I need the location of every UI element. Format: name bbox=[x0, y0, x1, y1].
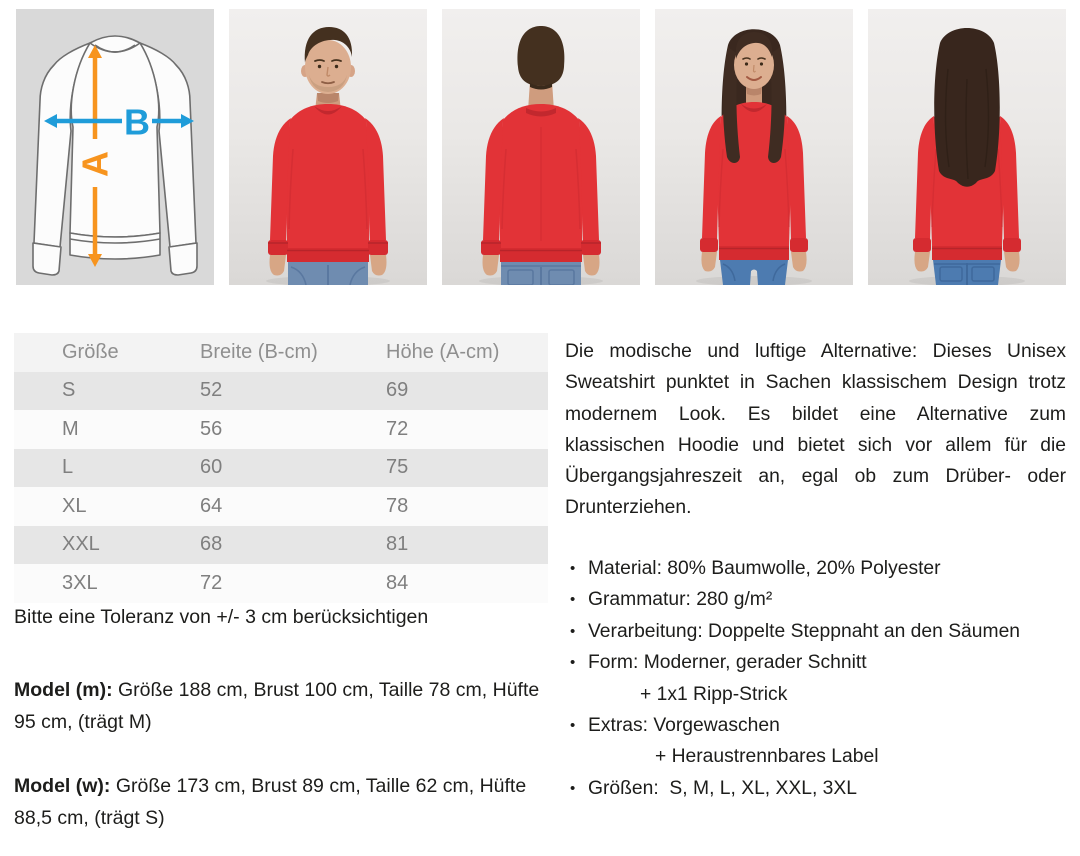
cell-size: S bbox=[14, 372, 152, 411]
spec-groessen: • Größen: S, M, L, XL, XXL, 3XL bbox=[565, 773, 1077, 804]
size-table-header-height: Höhe (A-cm) bbox=[338, 333, 548, 372]
cell-height: 84 bbox=[338, 564, 548, 603]
cell-height: 81 bbox=[338, 526, 548, 565]
spec-material: • Material: 80% Baumwolle, 20% Polyester bbox=[565, 553, 1077, 584]
cell-size: XXL bbox=[14, 526, 152, 565]
spec-extras-cont: + Heraustrennbares Label bbox=[655, 746, 879, 768]
spec-extras: • Extras: Vorgewaschen bbox=[565, 710, 1077, 741]
cell-height: 69 bbox=[338, 372, 548, 411]
cell-width: 56 bbox=[152, 410, 338, 449]
cell-width: 72 bbox=[152, 564, 338, 603]
spec-form: • Form: Moderner, gerader Schnitt bbox=[565, 647, 1077, 678]
cell-size: L bbox=[14, 449, 152, 488]
cell-width: 64 bbox=[152, 487, 338, 526]
model-w-text: Größe 173 cm, Brust 89 cm, Taille 62 cm, Hüfte 88,5 cm, (trägt S) bbox=[14, 775, 527, 829]
table-row bbox=[14, 410, 548, 449]
table-row bbox=[14, 526, 548, 565]
diagram-label-a: A bbox=[74, 151, 116, 177]
diagram-label-b: B bbox=[124, 101, 150, 143]
spec-grammatur: • Grammatur: 280 g/m² bbox=[565, 584, 1077, 615]
model-m-label: Model (m): bbox=[14, 679, 113, 701]
tolerance-note: Bitte eine Toleranz von +/- 3 cm berücksichtigen bbox=[14, 606, 429, 628]
table-row bbox=[14, 449, 548, 488]
cell-height: 75 bbox=[338, 449, 548, 488]
gallery-image-model-male-front bbox=[229, 9, 427, 285]
product-description: Die modische und luftige Alternative: Dieses Unisex Sweatshirt punktet in Sachen klassischem Design trotz modernem Look. Es bildet eine Alternative zum klassischen Hoodie und bietet sich vor allem für die Übergangsjahreszeit an, egal ob zum Drüber- oder Drunterziehen. bbox=[565, 341, 1066, 519]
model-female-front-illustration bbox=[655, 9, 853, 285]
size-table-header-size: Größe bbox=[14, 333, 152, 372]
size-table-header-row bbox=[14, 333, 548, 372]
cell-height: 72 bbox=[338, 410, 548, 449]
table-row bbox=[14, 372, 548, 411]
cell-height: 78 bbox=[338, 487, 548, 526]
gallery-image-model-female-front bbox=[655, 9, 853, 285]
table-row bbox=[14, 487, 548, 526]
model-m-info bbox=[14, 675, 554, 738]
spec-form-cont: + 1x1 Ripp-Strick bbox=[640, 683, 788, 705]
size-table bbox=[14, 333, 548, 603]
model-male-back-illustration bbox=[442, 9, 640, 285]
model-female-back-illustration bbox=[868, 9, 1066, 285]
cell-size: XL bbox=[14, 487, 152, 526]
cell-width: 52 bbox=[152, 372, 338, 411]
model-w-info bbox=[14, 771, 554, 834]
model-w-label: Model (w): bbox=[14, 775, 111, 797]
cell-width: 68 bbox=[152, 526, 338, 565]
size-table-header-width: Breite (B-cm) bbox=[152, 333, 338, 372]
gallery-image-model-female-back bbox=[868, 9, 1066, 285]
sweatshirt-size-diagram bbox=[16, 9, 214, 285]
spec-verarbeitung: • Verarbeitung: Doppelte Steppnaht an den Säumen bbox=[565, 616, 1077, 647]
gallery-image-model-male-back bbox=[442, 9, 640, 285]
model-m-text: Größe 188 cm, Brust 100 cm, Taille 78 cm, Hüfte 95 cm, (trägt M) bbox=[14, 679, 540, 733]
model-male-front-illustration bbox=[229, 9, 427, 285]
table-row bbox=[14, 564, 548, 603]
cell-size: 3XL bbox=[14, 564, 152, 603]
gallery-image-size-diagram bbox=[16, 9, 214, 285]
cell-size: M bbox=[14, 410, 152, 449]
cell-width: 60 bbox=[152, 449, 338, 488]
spec-list bbox=[565, 553, 1077, 804]
